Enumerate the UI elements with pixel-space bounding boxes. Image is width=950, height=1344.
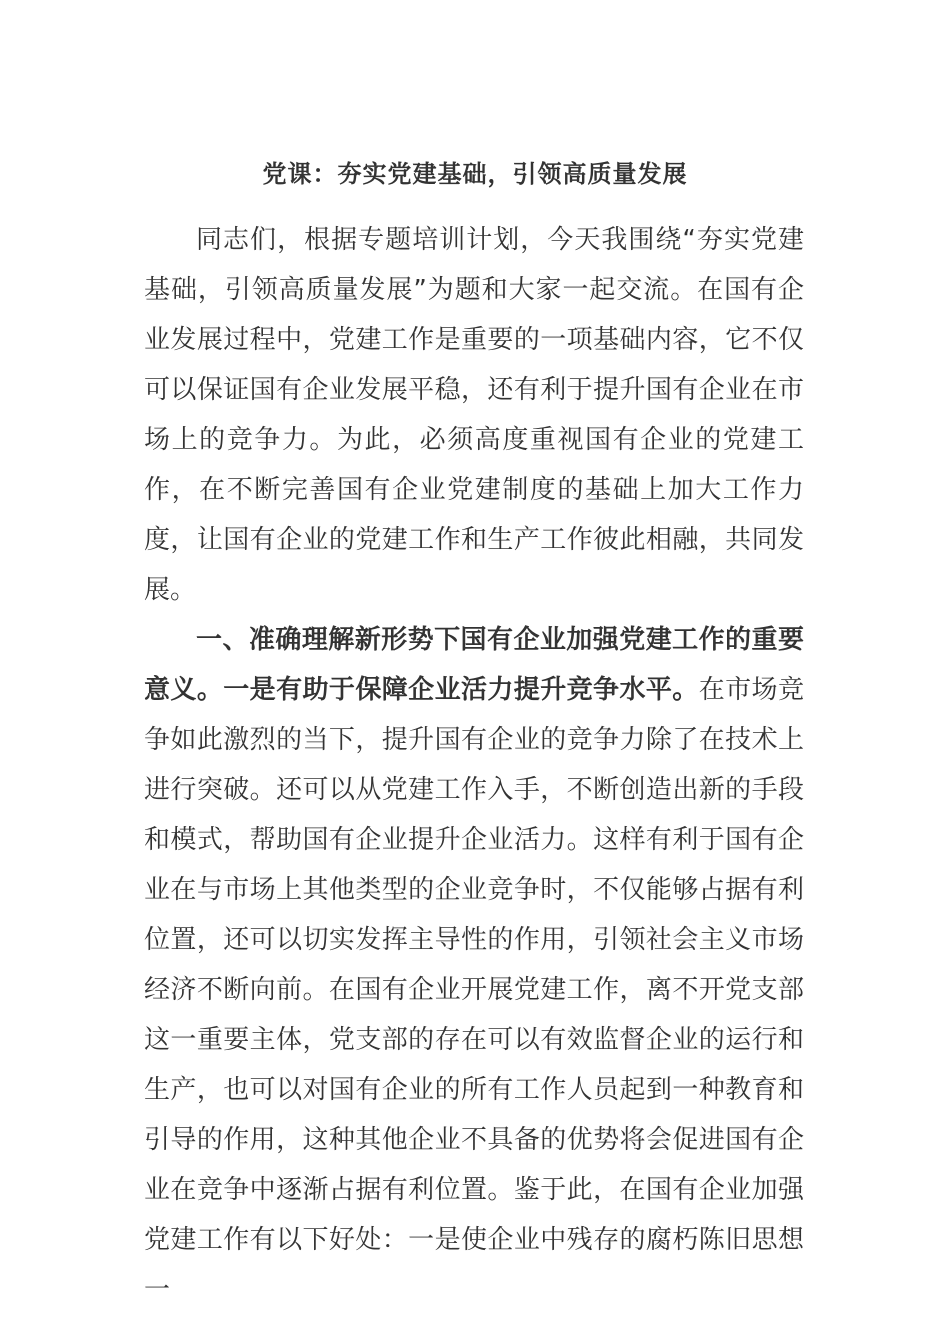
section-one-paragraph [144,615,804,1315]
document-body [144,215,804,1315]
section-one-heading: 一、准确理解新形势下国有企业加强党建工作的重要意义。 [144,625,804,705]
document-title: 党课：夯实党建基础，引领高质量发展 [262,160,688,188]
section-one-subheading: 一是有助于保障企业活力提升竞争水平。 [223,675,699,705]
intro-paragraph: 同志们，根据专题培训计划，今天我围绕“夯实党建基础，引领高质量发展”为题和大家一起交流。在国有企业发展过程中，党建工作是重要的一项基础内容，它不仅可以保证国有企业发展平稳，还有利于提升国有企业在市场上的竞争力。为此，必须高度重视国有企业的党建工作，在不断完善国有企业党建制度的基础上加大工作力度，让国有企业的党建工作和生产工作彼此相融，共同发展。 [144,225,804,605]
section-one-text: 在市场竞争如此激烈的当下，提升国有企业的竞争力除了在技术上进行突破。还可以从党建工作入手，不断创造出新的手段和模式，帮助国有企业提升企业活力。这样有利于国有企业在与市场上其他类型的企业竞争时，不仅能够占据有利位置，还可以切实发挥主导性的作用，引领社会主义市场经济不断向前。在国有企业开展党建工作，离不开党支部这一重要主体，党支部的存在可以有效监督企业的运行和生产，也可以对国有企业的所有工作人员起到一种教育和引导的作用，这种其他企业不具备的优势将会促进国有企业在竞争中逐渐占据有利位置。鉴于此，在国有企业加强党建工作有以下好处：一是使企业中残存的腐朽陈旧思想一 [144,675,804,1305]
